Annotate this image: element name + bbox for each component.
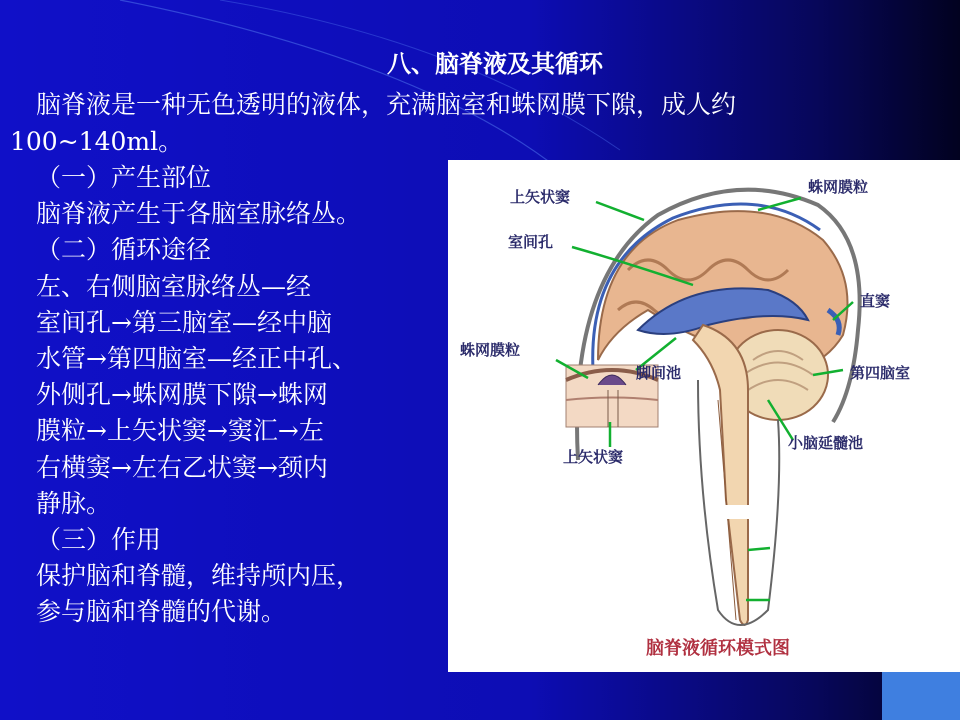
label-cerebellomedullary-cistern: 小脑延髓池 (788, 434, 864, 452)
label-fourth-ventricle: 第四脑室 (850, 364, 911, 382)
label-arachnoid-granulation: 蛛网膜粒 (808, 178, 869, 196)
corner-accent-square (882, 672, 960, 720)
text-line: 脑脊液产生于各脑室脉络丛。 (36, 199, 362, 229)
section-heading-circulation: （二）循环途径 (36, 235, 212, 265)
content-column (36, 160, 446, 631)
label-interpeduncular-cistern: 脚间池 (636, 364, 682, 382)
label-superior-sagittal-sinus-inset: 上矢状窦 (563, 448, 624, 466)
label-interventricular-foramen: 室间孔 (508, 233, 554, 251)
section-heading-production: （一）产生部位 (36, 163, 212, 192)
figure-caption: 脑脊液循环模式图 (646, 638, 790, 659)
text-line: 室间孔→第三脑室—经中脑 (36, 307, 332, 337)
slide-title: 八、脑脊液及其循环 (387, 50, 603, 78)
text-line: 膜粒→上矢状窦→窦汇→左 (36, 416, 324, 446)
label-straight-sinus: 直窦 (860, 292, 891, 310)
text-line: 左、右侧脑室脉络丛—经 (36, 271, 312, 301)
text-line: 水管→第四脑室—经正中孔、 (36, 344, 357, 374)
intro-line-2: 100~140ml。 (10, 127, 184, 156)
intro-line-1: 脑脊液是一种无色透明的液体，充满脑室和蛛网膜下隙，成人约 (36, 90, 737, 119)
text-line: 静脉。 (36, 488, 112, 518)
intro-paragraph (10, 86, 940, 160)
text-line: 参与脑和脊髓的代谢。 (36, 597, 287, 627)
text-line: 右横窦→左右乙状窦→颈内 (36, 452, 328, 482)
label-superior-sagittal-sinus: 上矢状窦 (510, 188, 571, 206)
csf-circulation-diagram (448, 160, 960, 672)
label-arachnoid-granulation-inset: 蛛网膜粒 (460, 341, 521, 359)
text-line: 保护脑和脊髓，维持颅内压， (36, 561, 362, 591)
section-heading-function: （三）作用 (36, 525, 162, 555)
text-line: 外侧孔→蛛网膜下隙→蛛网 (36, 380, 328, 410)
